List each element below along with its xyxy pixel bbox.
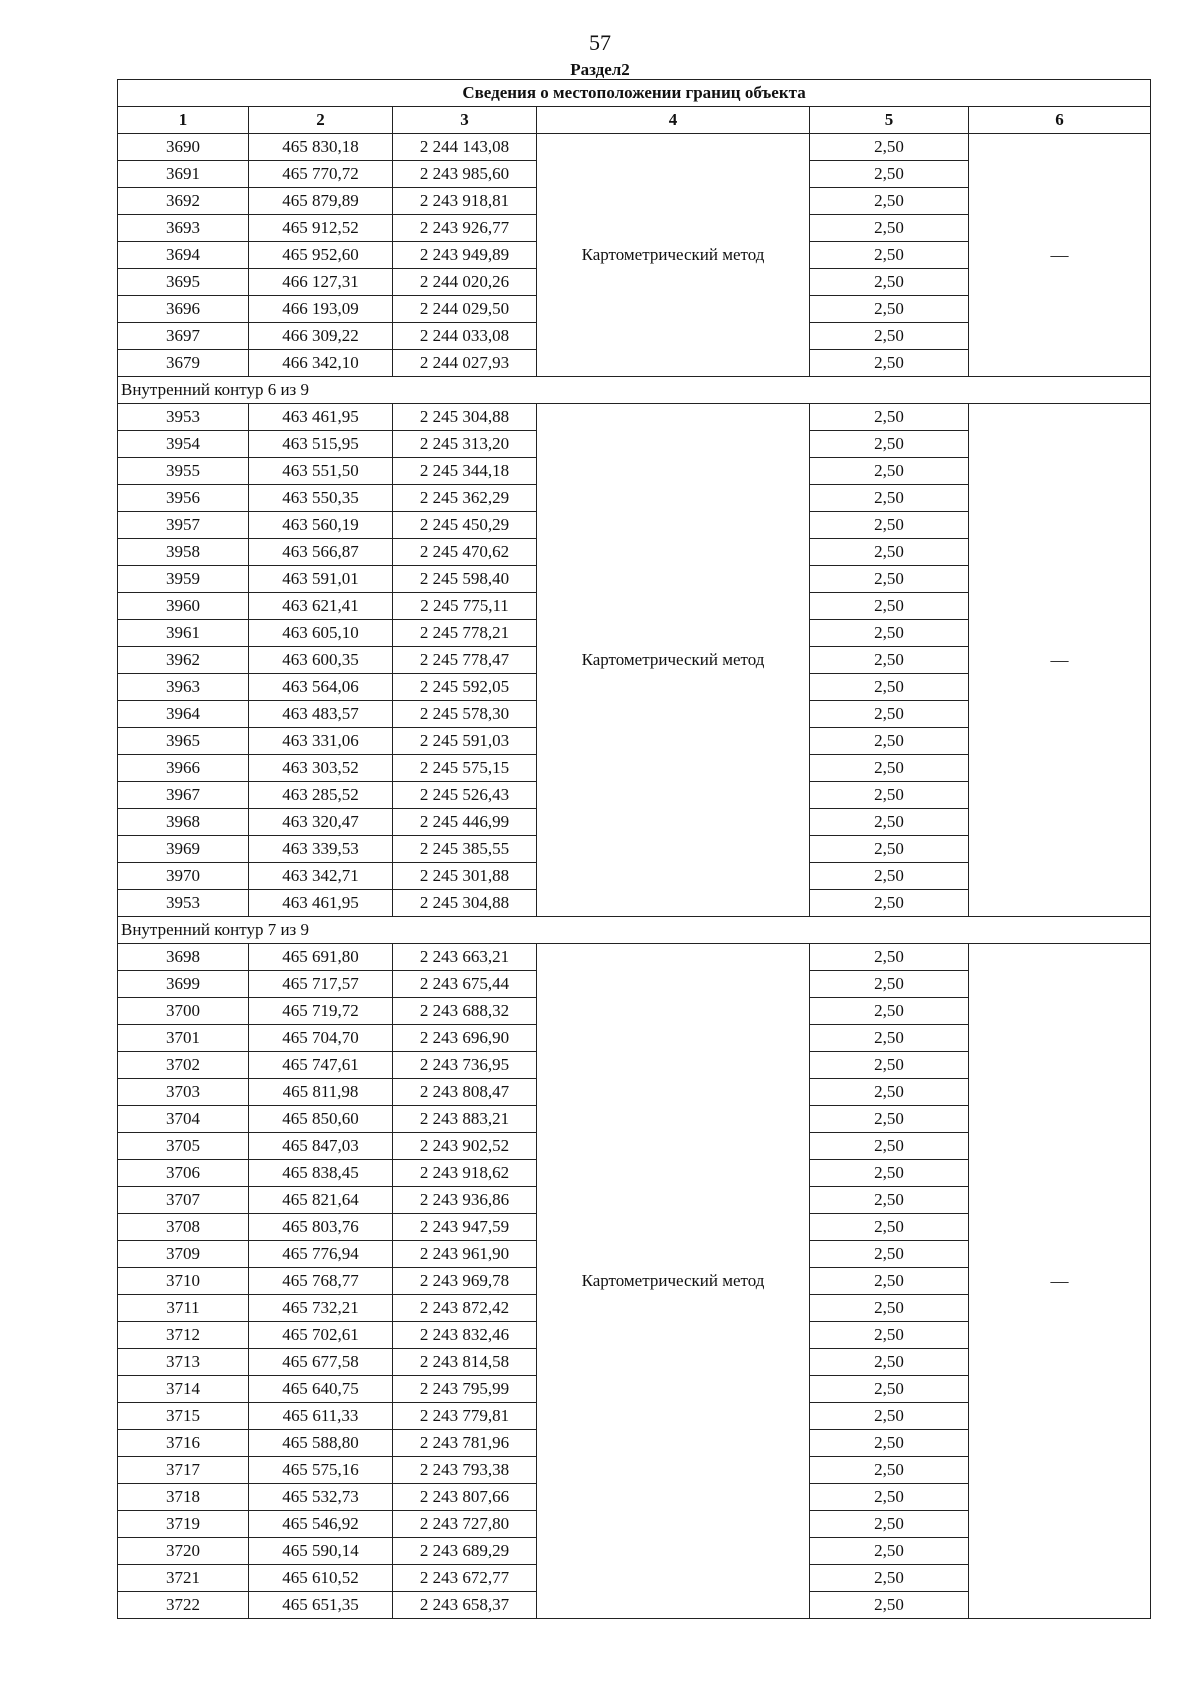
- accuracy-value: 2,50: [810, 1511, 969, 1538]
- coord-x: 465 691,80: [249, 944, 393, 971]
- coord-x: 465 532,73: [249, 1484, 393, 1511]
- method-cell: Картометрический метод: [537, 134, 810, 377]
- coord-x: 465 640,75: [249, 1376, 393, 1403]
- coord-y: 2 244 143,08: [393, 134, 537, 161]
- point-number: 3713: [118, 1349, 249, 1376]
- point-number: 3963: [118, 674, 249, 701]
- point-number: 3966: [118, 755, 249, 782]
- coord-x: 463 591,01: [249, 566, 393, 593]
- contour-header-row: [118, 917, 1151, 944]
- coord-x: 465 610,52: [249, 1565, 393, 1592]
- coord-y: 2 243 918,62: [393, 1160, 537, 1187]
- coord-x: 465 838,45: [249, 1160, 393, 1187]
- coord-x: 463 339,53: [249, 836, 393, 863]
- point-number: 3715: [118, 1403, 249, 1430]
- coord-x: 463 331,06: [249, 728, 393, 755]
- coord-x: 463 303,52: [249, 755, 393, 782]
- accuracy-value: 2,50: [810, 512, 969, 539]
- accuracy-value: 2,50: [810, 269, 969, 296]
- accuracy-value: 2,50: [810, 215, 969, 242]
- accuracy-value: 2,50: [810, 1187, 969, 1214]
- point-number: 3959: [118, 566, 249, 593]
- coord-x: 463 285,52: [249, 782, 393, 809]
- coord-y: 2 243 814,58: [393, 1349, 537, 1376]
- coord-x: 465 747,61: [249, 1052, 393, 1079]
- coord-x: 463 551,50: [249, 458, 393, 485]
- point-number: 3956: [118, 485, 249, 512]
- coord-x: 465 768,77: [249, 1268, 393, 1295]
- point-number: 3679: [118, 350, 249, 377]
- coord-y: 2 245 450,29: [393, 512, 537, 539]
- coord-x: 465 830,18: [249, 134, 393, 161]
- point-number: 3700: [118, 998, 249, 1025]
- accuracy-value: 2,50: [810, 1160, 969, 1187]
- section-title: Раздел2: [570, 60, 630, 79]
- coord-y: 2 245 304,88: [393, 404, 537, 431]
- coord-y: 2 243 947,59: [393, 1214, 537, 1241]
- point-number: 3719: [118, 1511, 249, 1538]
- coord-x: 465 590,14: [249, 1538, 393, 1565]
- accuracy-value: 2,50: [810, 188, 969, 215]
- point-number: 3695: [118, 269, 249, 296]
- point-number: 3697: [118, 323, 249, 350]
- coord-y: 2 245 778,21: [393, 620, 537, 647]
- table-row: [118, 134, 1151, 161]
- coord-y: 2 243 961,90: [393, 1241, 537, 1268]
- accuracy-value: 2,50: [810, 404, 969, 431]
- column-header-4: 4: [537, 107, 810, 134]
- point-number: 3953: [118, 404, 249, 431]
- point-number: 3709: [118, 1241, 249, 1268]
- point-number: 3694: [118, 242, 249, 269]
- coord-x: 465 811,98: [249, 1079, 393, 1106]
- point-number: 3704: [118, 1106, 249, 1133]
- coord-x: 465 803,76: [249, 1214, 393, 1241]
- point-number: 3954: [118, 431, 249, 458]
- coord-y: 2 245 575,15: [393, 755, 537, 782]
- accuracy-value: 2,50: [810, 134, 969, 161]
- coord-x: 463 515,95: [249, 431, 393, 458]
- coord-y: 2 245 385,55: [393, 836, 537, 863]
- coord-x: 463 605,10: [249, 620, 393, 647]
- method-cell: Картометрический метод: [537, 404, 810, 917]
- accuracy-value: 2,50: [810, 1214, 969, 1241]
- accuracy-value: 2,50: [810, 242, 969, 269]
- coord-y: 2 245 313,20: [393, 431, 537, 458]
- accuracy-value: 2,50: [810, 1133, 969, 1160]
- coord-x: 466 342,10: [249, 350, 393, 377]
- coord-x: 463 461,95: [249, 890, 393, 917]
- coord-y: 2 245 304,88: [393, 890, 537, 917]
- point-number: 3702: [118, 1052, 249, 1079]
- accuracy-value: 2,50: [810, 809, 969, 836]
- table-body: [118, 134, 1151, 1619]
- method-cell: Картометрический метод: [537, 944, 810, 1619]
- coord-x: 465 821,64: [249, 1187, 393, 1214]
- coord-y: 2 243 736,95: [393, 1052, 537, 1079]
- coord-x: 466 127,31: [249, 269, 393, 296]
- coord-x: 463 461,95: [249, 404, 393, 431]
- coord-y: 2 243 658,37: [393, 1592, 537, 1619]
- accuracy-value: 2,50: [810, 998, 969, 1025]
- accuracy-value: 2,50: [810, 1403, 969, 1430]
- coord-x: 465 677,58: [249, 1349, 393, 1376]
- coord-y: 2 243 675,44: [393, 971, 537, 998]
- coord-x: 465 732,21: [249, 1295, 393, 1322]
- coord-y: 2 243 883,21: [393, 1106, 537, 1133]
- accuracy-value: 2,50: [810, 647, 969, 674]
- point-number: 3960: [118, 593, 249, 620]
- accuracy-value: 2,50: [810, 1538, 969, 1565]
- point-number: 3705: [118, 1133, 249, 1160]
- accuracy-value: 2,50: [810, 350, 969, 377]
- coord-x: 463 564,06: [249, 674, 393, 701]
- accuracy-value: 2,50: [810, 1268, 969, 1295]
- point-number: 3712: [118, 1322, 249, 1349]
- accuracy-value: 2,50: [810, 1376, 969, 1403]
- point-number: 3720: [118, 1538, 249, 1565]
- contour-label: Внутренний контур 6 из 9: [118, 377, 1151, 404]
- coord-x: 465 611,33: [249, 1403, 393, 1430]
- coord-y: 2 245 301,88: [393, 863, 537, 890]
- accuracy-value: 2,50: [810, 1079, 969, 1106]
- coord-y: 2 243 793,38: [393, 1457, 537, 1484]
- coord-x: 465 575,16: [249, 1457, 393, 1484]
- point-number: 3957: [118, 512, 249, 539]
- coord-y: 2 243 936,86: [393, 1187, 537, 1214]
- point-number: 3970: [118, 863, 249, 890]
- coord-y: 2 243 672,77: [393, 1565, 537, 1592]
- accuracy-value: 2,50: [810, 1052, 969, 1079]
- accuracy-value: 2,50: [810, 1457, 969, 1484]
- point-number: 3969: [118, 836, 249, 863]
- point-number: 3953: [118, 890, 249, 917]
- coord-x: 465 704,70: [249, 1025, 393, 1052]
- accuracy-value: 2,50: [810, 458, 969, 485]
- accuracy-value: 2,50: [810, 701, 969, 728]
- accuracy-value: 2,50: [810, 890, 969, 917]
- coord-x: 465 546,92: [249, 1511, 393, 1538]
- point-number: 3964: [118, 701, 249, 728]
- coord-y: 2 245 362,29: [393, 485, 537, 512]
- point-number: 3698: [118, 944, 249, 971]
- accuracy-value: 2,50: [810, 944, 969, 971]
- accuracy-value: 2,50: [810, 1349, 969, 1376]
- coord-y: 2 245 470,62: [393, 539, 537, 566]
- coord-y: 2 245 598,40: [393, 566, 537, 593]
- coord-y: 2 243 918,81: [393, 188, 537, 215]
- point-number: 3708: [118, 1214, 249, 1241]
- point-number: 3967: [118, 782, 249, 809]
- accuracy-value: 2,50: [810, 863, 969, 890]
- coord-y: 2 243 949,89: [393, 242, 537, 269]
- point-number: 3691: [118, 161, 249, 188]
- point-number: 3693: [118, 215, 249, 242]
- contour-header-row: [118, 377, 1151, 404]
- point-number: 3968: [118, 809, 249, 836]
- coord-y: 2 245 344,18: [393, 458, 537, 485]
- coord-x: 463 320,47: [249, 809, 393, 836]
- point-number: 3707: [118, 1187, 249, 1214]
- coord-y: 2 243 872,42: [393, 1295, 537, 1322]
- accuracy-value: 2,50: [810, 836, 969, 863]
- coord-x: 463 560,19: [249, 512, 393, 539]
- accuracy-value: 2,50: [810, 755, 969, 782]
- coord-x: 463 621,41: [249, 593, 393, 620]
- coord-y: 2 243 807,66: [393, 1484, 537, 1511]
- coord-y: 2 244 029,50: [393, 296, 537, 323]
- point-number: 3692: [118, 188, 249, 215]
- column-header-1: 1: [118, 107, 249, 134]
- accuracy-value: 2,50: [810, 971, 969, 998]
- column-header-5: 5: [810, 107, 969, 134]
- point-number: 3965: [118, 728, 249, 755]
- coord-y: 2 243 689,29: [393, 1538, 537, 1565]
- accuracy-value: 2,50: [810, 728, 969, 755]
- point-number: 3962: [118, 647, 249, 674]
- note-cell: —: [969, 404, 1151, 917]
- accuracy-value: 2,50: [810, 323, 969, 350]
- accuracy-value: 2,50: [810, 1322, 969, 1349]
- coord-x: 463 342,71: [249, 863, 393, 890]
- coord-y: 2 244 020,26: [393, 269, 537, 296]
- point-number: 3722: [118, 1592, 249, 1619]
- coord-x: 465 719,72: [249, 998, 393, 1025]
- coord-x: 465 847,03: [249, 1133, 393, 1160]
- coord-x: 465 702,61: [249, 1322, 393, 1349]
- accuracy-value: 2,50: [810, 431, 969, 458]
- coord-y: 2 243 902,52: [393, 1133, 537, 1160]
- accuracy-value: 2,50: [810, 1592, 969, 1619]
- coord-y: 2 243 985,60: [393, 161, 537, 188]
- point-number: 3718: [118, 1484, 249, 1511]
- point-number: 3711: [118, 1295, 249, 1322]
- coord-y: 2 244 027,93: [393, 350, 537, 377]
- accuracy-value: 2,50: [810, 1565, 969, 1592]
- coord-x: 465 879,89: [249, 188, 393, 215]
- contour-label: Внутренний контур 7 из 9: [118, 917, 1151, 944]
- coord-y: 2 243 926,77: [393, 215, 537, 242]
- coord-x: 465 588,80: [249, 1430, 393, 1457]
- accuracy-value: 2,50: [810, 161, 969, 188]
- coord-x: 463 550,35: [249, 485, 393, 512]
- accuracy-value: 2,50: [810, 566, 969, 593]
- column-header-3: 3: [393, 107, 537, 134]
- coord-y: 2 245 526,43: [393, 782, 537, 809]
- column-header-6: 6: [969, 107, 1151, 134]
- point-number: 3690: [118, 134, 249, 161]
- point-number: 3714: [118, 1376, 249, 1403]
- accuracy-value: 2,50: [810, 1484, 969, 1511]
- coord-x: 463 600,35: [249, 647, 393, 674]
- point-number: 3721: [118, 1565, 249, 1592]
- accuracy-value: 2,50: [810, 1106, 969, 1133]
- accuracy-value: 2,50: [810, 620, 969, 647]
- point-number: 3961: [118, 620, 249, 647]
- point-number: 3958: [118, 539, 249, 566]
- point-number: 3703: [118, 1079, 249, 1106]
- point-number: 3717: [118, 1457, 249, 1484]
- coord-y: 2 243 696,90: [393, 1025, 537, 1052]
- coord-y: 2 245 775,11: [393, 593, 537, 620]
- coord-y: 2 243 663,21: [393, 944, 537, 971]
- point-number: 3710: [118, 1268, 249, 1295]
- coord-y: 2 243 808,47: [393, 1079, 537, 1106]
- coord-x: 465 717,57: [249, 971, 393, 998]
- column-header-row: [118, 107, 1151, 134]
- point-number: 3701: [118, 1025, 249, 1052]
- coord-x: 466 193,09: [249, 296, 393, 323]
- column-header-2: 2: [249, 107, 393, 134]
- note-cell: —: [969, 134, 1151, 377]
- point-number: 3706: [118, 1160, 249, 1187]
- accuracy-value: 2,50: [810, 1025, 969, 1052]
- accuracy-value: 2,50: [810, 593, 969, 620]
- accuracy-value: 2,50: [810, 1430, 969, 1457]
- coord-x: 465 776,94: [249, 1241, 393, 1268]
- coord-y: 2 245 592,05: [393, 674, 537, 701]
- accuracy-value: 2,50: [810, 296, 969, 323]
- point-number: 3955: [118, 458, 249, 485]
- coord-y: 2 243 795,99: [393, 1376, 537, 1403]
- coord-y: 2 245 446,99: [393, 809, 537, 836]
- coord-x: 463 483,57: [249, 701, 393, 728]
- accuracy-value: 2,50: [810, 1295, 969, 1322]
- table-title: Сведения о местоположении границ объекта: [118, 80, 1151, 107]
- coord-x: 465 952,60: [249, 242, 393, 269]
- accuracy-value: 2,50: [810, 674, 969, 701]
- coord-x: 465 912,52: [249, 215, 393, 242]
- point-number: 3699: [118, 971, 249, 998]
- coord-y: 2 243 779,81: [393, 1403, 537, 1430]
- note-cell: —: [969, 944, 1151, 1619]
- point-number: 3696: [118, 296, 249, 323]
- coord-x: 463 566,87: [249, 539, 393, 566]
- boundary-coordinates-table: [117, 79, 1151, 1619]
- page-number: 57: [589, 30, 611, 55]
- point-number: 3716: [118, 1430, 249, 1457]
- coord-y: 2 243 832,46: [393, 1322, 537, 1349]
- table-title-row: [118, 80, 1151, 107]
- coord-y: 2 245 778,47: [393, 647, 537, 674]
- coord-x: 466 309,22: [249, 323, 393, 350]
- coord-y: 2 243 969,78: [393, 1268, 537, 1295]
- table-row: [118, 944, 1151, 971]
- coord-x: 465 770,72: [249, 161, 393, 188]
- coord-y: 2 243 727,80: [393, 1511, 537, 1538]
- coord-y: 2 243 781,96: [393, 1430, 537, 1457]
- accuracy-value: 2,50: [810, 539, 969, 566]
- coord-y: 2 245 578,30: [393, 701, 537, 728]
- coord-y: 2 245 591,03: [393, 728, 537, 755]
- accuracy-value: 2,50: [810, 485, 969, 512]
- table-row: [118, 404, 1151, 431]
- coord-y: 2 244 033,08: [393, 323, 537, 350]
- accuracy-value: 2,50: [810, 782, 969, 809]
- coord-y: 2 243 688,32: [393, 998, 537, 1025]
- coord-x: 465 651,35: [249, 1592, 393, 1619]
- coord-x: 465 850,60: [249, 1106, 393, 1133]
- accuracy-value: 2,50: [810, 1241, 969, 1268]
